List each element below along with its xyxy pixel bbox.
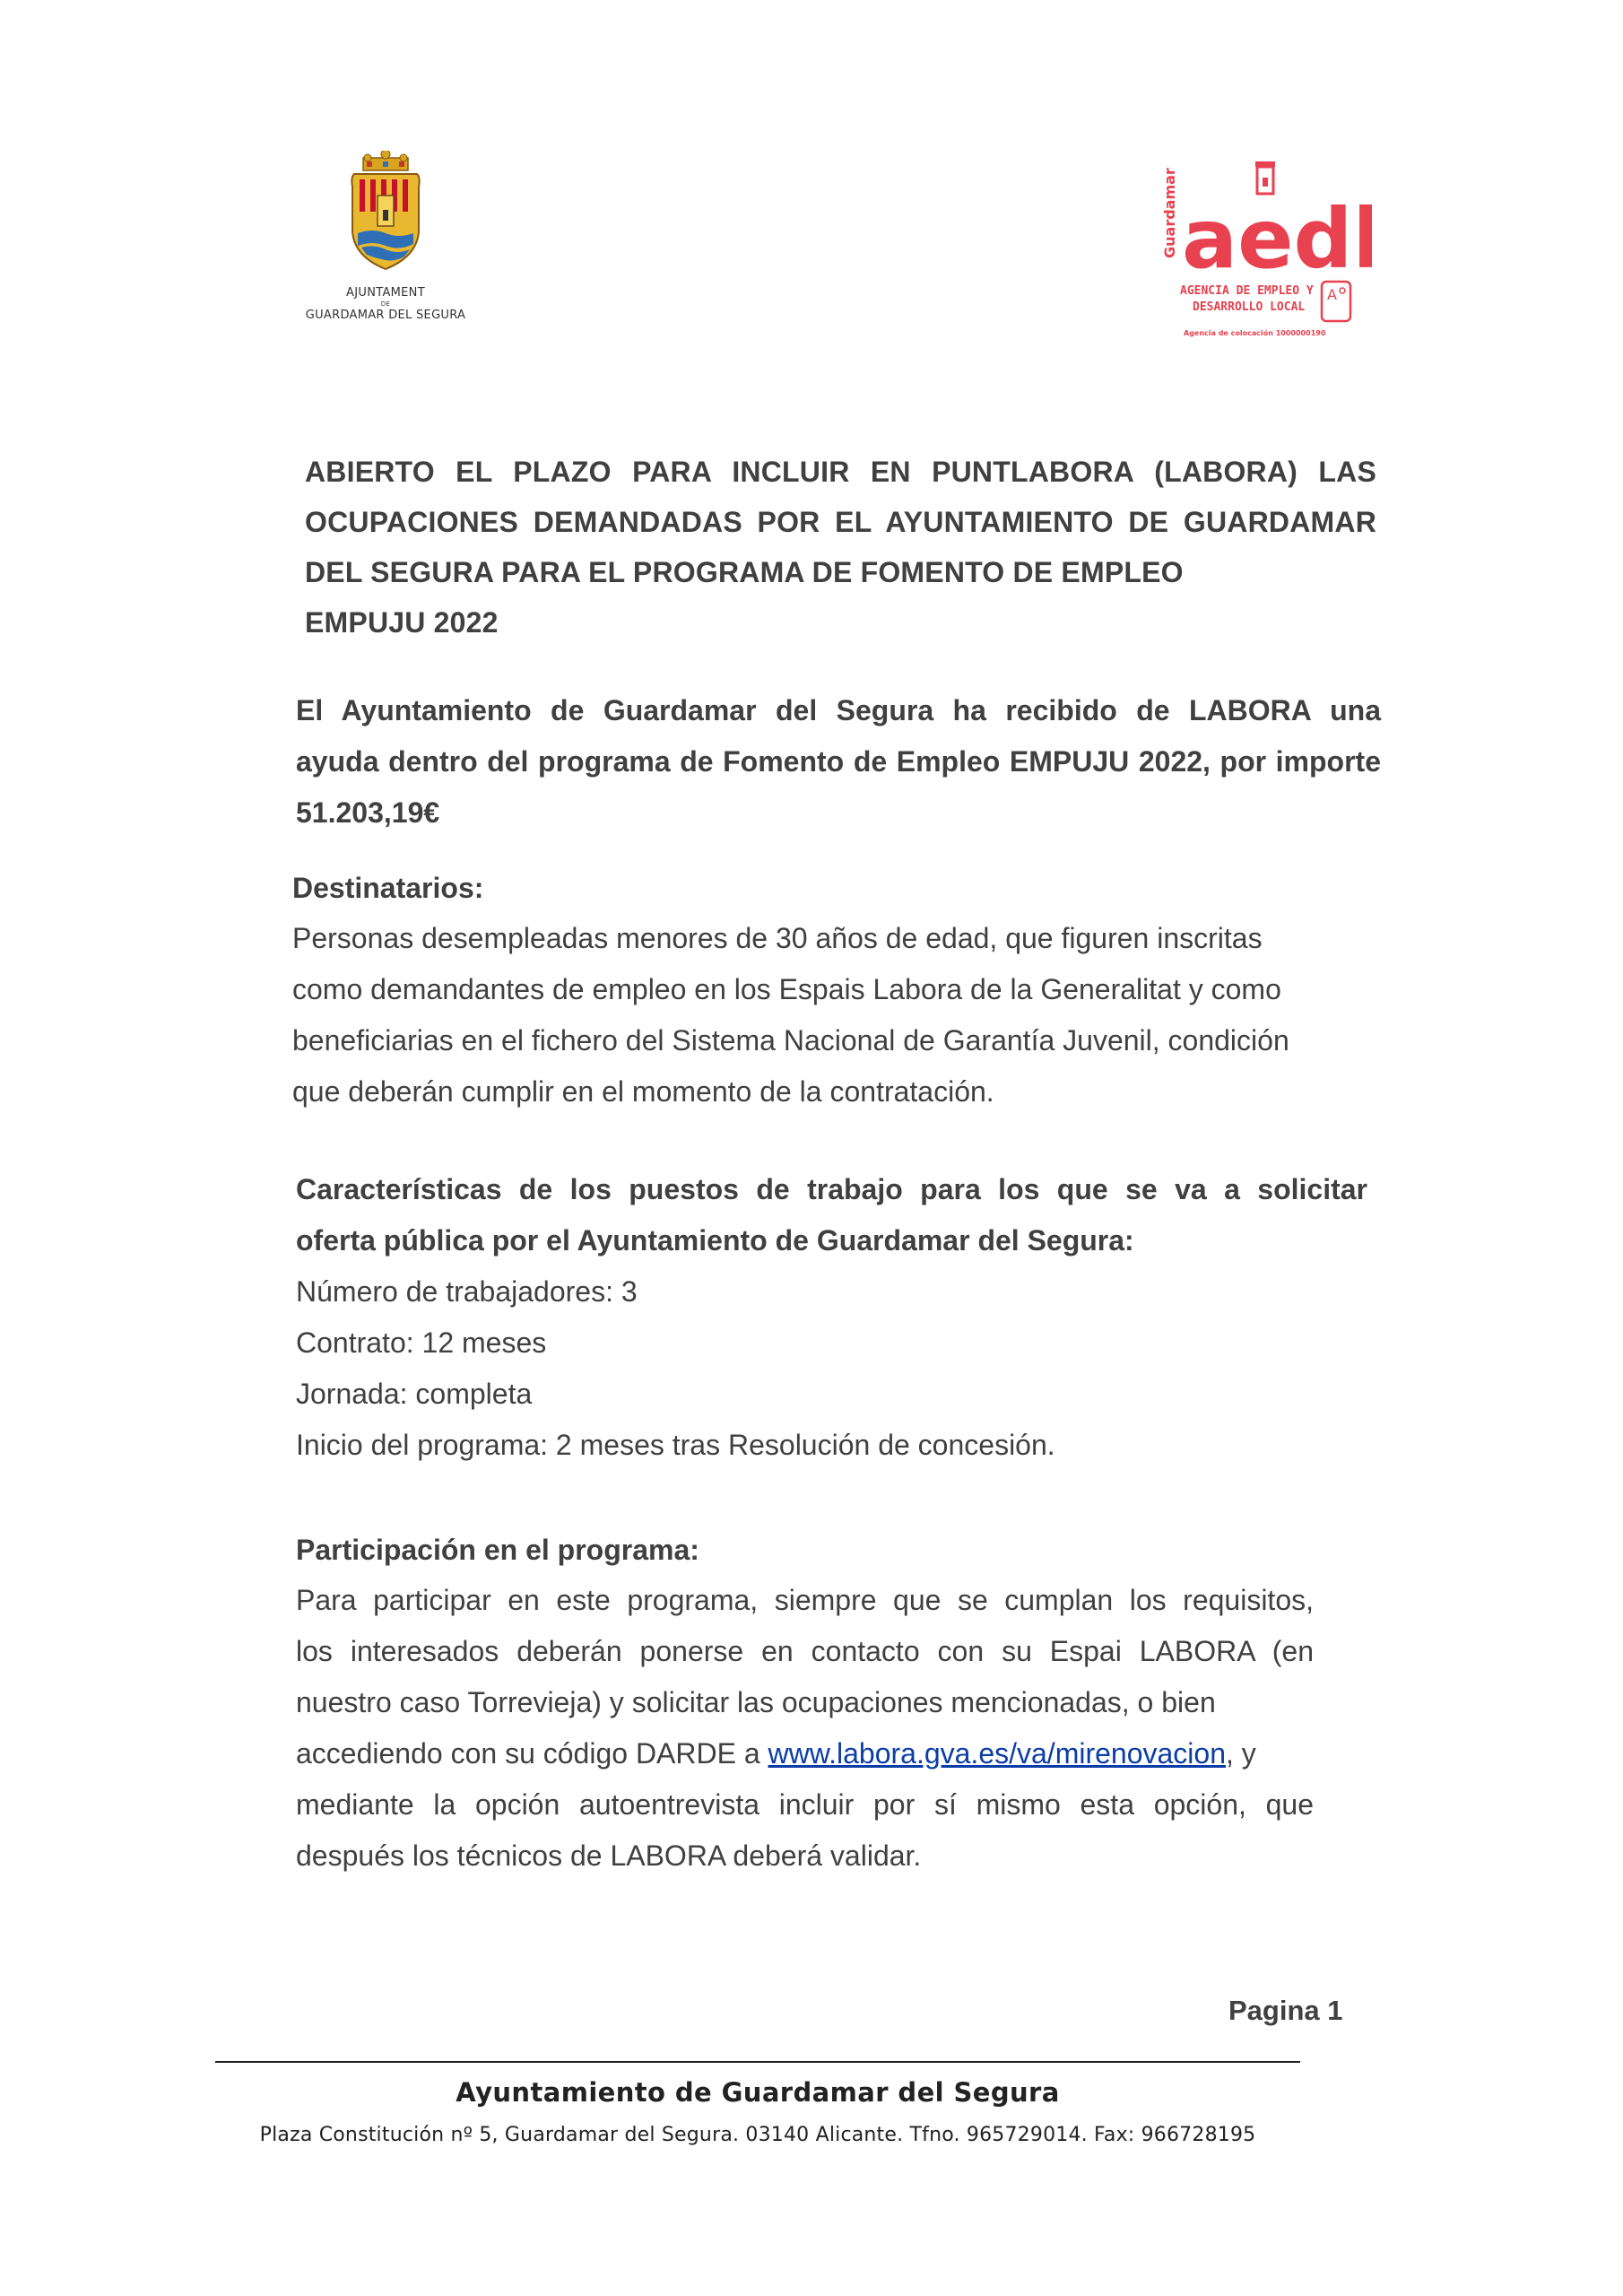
ayuntamiento-logo — [296, 151, 475, 330]
participacion-line-3: nuestro caso Torrevieja) y solicitar las ocupaciones mencionadas, o bien — [296, 1686, 1216, 1718]
caption-line-2: DE — [380, 300, 391, 308]
caracteristicas-heading-line-2: oferta pública por el Ayuntamiento de Guardamar del Segura: — [296, 1224, 1134, 1257]
participacion-line-4-before: accediendo con su código DARDE a — [296, 1737, 760, 1770]
participacion-line-6: después los técnicos de LABORA deberá validar. — [296, 1839, 922, 1872]
caracteristicas-heading-line-1: Características de los puestos de trabajo para los que se va a solicitar — [296, 1173, 1367, 1205]
svg-text:Agencia de colocación 10000001: Agencia de colocación 1000000190 — [1184, 329, 1326, 337]
participacion-line-4 — [296, 1728, 1314, 1779]
caption-line-3: GUARDAMAR DEL SEGURA — [305, 309, 466, 322]
intro-paragraph — [296, 685, 1381, 839]
caracteristicas-list — [296, 1266, 1372, 1471]
intro-line-3: 51.203,19€ — [296, 796, 440, 829]
document-title — [305, 447, 1376, 648]
participacion-text — [296, 1575, 1314, 1882]
destinatarios-heading: Destinatarios: — [292, 872, 484, 904]
destinatarios-line-2: como demandantes de empleo en los Espais Labora de la Generalitat y como — [292, 973, 1281, 1005]
title-line-3: DEL SEGURA PARA EL PROGRAMA DE FOMENTO DE EMPLEO — [305, 556, 1184, 588]
participacion-line-4-after: , y — [1226, 1737, 1256, 1770]
tower-icon — [1255, 161, 1275, 194]
participacion-line-2: los interesados deberán ponerse en contacto con su Espai LABORA (en — [296, 1635, 1314, 1667]
caracteristicas-heading — [296, 1164, 1367, 1266]
participacion-line-1: Para participar en este programa, siempre que se cumplan los requisitos, — [296, 1584, 1314, 1616]
list-item: Contrato: 12 meses — [296, 1326, 547, 1359]
caption-line-1: AJUNTAMENT — [346, 286, 425, 300]
page-number: Pagina 1 — [1228, 1995, 1343, 2026]
destinatarios-line-1: Personas desempleadas menores de 30 años de edad, que figuren inscritas — [292, 922, 1263, 954]
destinatarios-line-3: beneficiarias en el fichero del Sistema Nacional de Garantía Juvenil, condición — [292, 1024, 1289, 1057]
footer-organization: Ayuntamiento de Guardamar del Segura — [456, 2077, 1060, 2108]
title-line-4: EMPUJU 2022 — [305, 606, 499, 639]
aedl-logo — [1157, 160, 1372, 348]
svg-text:A: A — [1327, 286, 1337, 303]
list-item: Número de trabajadores: 3 — [296, 1275, 638, 1308]
list-item: Inicio del programa: 2 meses tras Resolución de concesión. — [296, 1429, 1055, 1461]
intro-line-1: El Ayuntamiento de Guardamar del Segura ha recibido de LABORA una — [296, 694, 1381, 726]
svg-text:DESARROLLO LOCAL: DESARROLLO LOCAL — [1193, 300, 1306, 314]
intro-line-2: ayuda dentro del programa de Fomento de Empleo EMPUJU 2022, por importe — [296, 745, 1381, 778]
participacion-heading: Participación en el programa: — [296, 1534, 699, 1566]
destinatarios-text — [292, 913, 1368, 1118]
svg-text:AGENCIA DE EMPLEO Y: AGENCIA DE EMPLEO Y — [1180, 284, 1314, 298]
participacion-line-5: mediante la opción autoentrevista incluir por sí mismo esta opción, que — [296, 1788, 1314, 1821]
list-item: Jornada: completa — [296, 1378, 533, 1410]
quality-badge-icon — [1322, 282, 1350, 321]
destinatarios-line-4: que deberán cumplir en el momento de la contratación. — [292, 1075, 994, 1108]
coat-of-arms-icon — [345, 151, 426, 276]
svg-text:Guardamar: Guardamar — [1161, 168, 1178, 258]
title-line-1: ABIERTO EL PLAZO PARA INCLUIR EN PUNTLABORA (LABORA) LAS — [305, 456, 1376, 488]
aedl-logo-graphic — [1157, 160, 1372, 348]
logo-caption — [296, 286, 475, 323]
svg-text:aedl: aedl — [1182, 191, 1372, 287]
labora-link[interactable]: www.labora.gva.es/va/mirenovacion — [768, 1737, 1226, 1770]
footer-address: Plaza Constitución nº 5, Guardamar del Segura. 03140 Alicante. Tfno. 965729014. Fax: 966728195 — [259, 2124, 1256, 2146]
footer-divider — [215, 2061, 1300, 2063]
title-line-2: OCUPACIONES DEMANDADAS POR EL AYUNTAMIENTO DE GUARDAMAR — [305, 506, 1376, 538]
